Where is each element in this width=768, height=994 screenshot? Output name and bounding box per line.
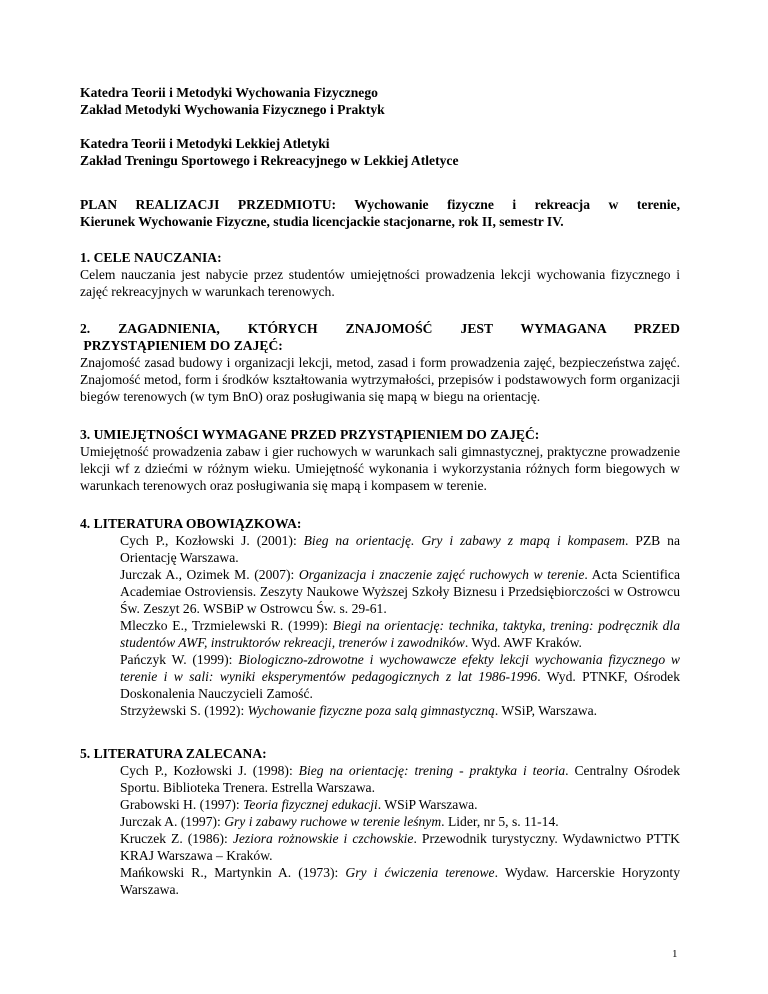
literature-item: Jurczak A. (1997): Gry i zabawy ruchowe w terenie leśnym. Lider, nr 5, s. 11-14. <box>120 814 559 829</box>
section-2-heading-line-2: PRZYSTĄPIENIEM DO ZAJĘĆ: <box>80 338 283 353</box>
literature-item: Cych P., Kozłowski J. (2001): Bieg na orientację. Gry i zabawy z mapą i kompasem. PZB na Orientację Warszawa. <box>120 533 680 565</box>
document-body <box>80 84 680 898</box>
unit-2: Zakład Treningu Sportowego i Rekreacyjnego w Lekkiej Atletyce <box>80 153 459 168</box>
section-recommended-literature <box>80 745 680 898</box>
literature-item: Pańczyk W. (1999): Biologiczno-zdrowotne i wychowawcze efekty lekcji wychowania fizycznego w terenie i w sali: wyniki eksperymentów pedagogicznych z lat 1986-1996. Wyd. PTNKF, Ośrodek Doskonalenia Nauczycieli Zamość. <box>120 652 681 701</box>
section-1-heading: 1. CELE NAUCZANIA: <box>80 250 222 265</box>
plan-title-line-2: Kierunek Wychowanie Fizyczne, studia licencjackie stacjonarne, rok II, semestr IV. <box>80 214 564 229</box>
section-required-literature <box>80 515 680 719</box>
plan-title-line-1: PLAN REALIZACJI PRZEDMIOTU: Wychowanie fizyczne i rekreacja w terenie, <box>80 197 680 212</box>
literature-item: Kruczek Z. (1986): Jeziora rożnowskie i czchowskie. Przewodnik turystyczny. Wydawnictwo PTTK KRAJ Warszawa – Kraków. <box>120 831 680 863</box>
literature-item: Strzyżewski S. (1992): Wychowanie fizyczne poza salą gimnastyczną. WSiP, Warszawa. <box>120 703 598 718</box>
section-5-heading: 5. LITERATURA ZALECANA: <box>80 746 267 761</box>
section-3-text: Umiejętność prowadzenia zabaw i gier ruchowych w warunkach sali gimnastycznej, praktyczne prowadzenie lekcji wf z dziećmi w różnym wieku. Umiejętność wykonania i wykorzystania różnych form biegowych w warunkach terenowych oraz posługiwania się mapą i kompasem w terenie. <box>80 444 680 493</box>
literature-item: Cych P., Kozłowski J. (1998): Bieg na orientację: trening - praktyka i teoria. Centralny Ośrodek Sportu. Biblioteka Trenera. Estrella Warszawa. <box>120 763 681 795</box>
section-goals <box>80 249 680 300</box>
section-1-text: Celem nauczania jest nabycie przez studentów umiejętności prowadzenia lekcji wychowania fizycznego i zajęć rekreacyjnych w warunkach terenowych. <box>80 267 680 299</box>
section-required-knowledge <box>80 320 680 405</box>
literature-item: Mleczko E., Trzmielewski R. (1999): Biegi na orientację: technika, taktyka, trening: podręcznik dla studentów AWF, instruktorów rekreacji, trenerów i zawodników. Wyd. AWF Kraków. <box>120 618 681 650</box>
section-4-heading: 4. LITERATURA OBOWIĄZKOWA: <box>80 516 302 531</box>
department-1: Katedra Teorii i Metodyki Wychowania Fizycznego <box>80 85 378 100</box>
required-literature-list <box>120 532 680 719</box>
literature-item: Mańkowski R., Martynkin A. (1973): Gry i ćwiczenia terenowe. Wydaw. Harcerskie Horyzonty Warszawa. <box>120 865 680 897</box>
section-3-heading: 3. UMIEJĘTNOŚCI WYMAGANE PRZED PRZYSTĄPIENIEM DO ZAJĘĆ: <box>80 427 540 442</box>
literature-item: Grabowski H. (1997): Teoria fizycznej edukacji. WSiP Warszawa. <box>120 797 478 812</box>
section-2-text: Znajomość zasad budowy i organizacji lekcji, metod, zasad i form prowadzenia zajęć, bezpieczeństwa zajęć. Znajomość metod, form i środków kształtowania wytrzymałości, przepisów i podstawowych form organizacji biegów terenowych (w tym BnO) oraz posługiwania się mapą w biegu na orientację. <box>80 355 680 404</box>
section-2-heading-line-1: 2. ZAGADNIENIA, KTÓRYCH ZNAJOMOŚĆ JEST WYMAGANA PRZED <box>80 321 680 336</box>
department-2: Katedra Teorii i Metodyki Lekkiej Atletyki <box>80 136 330 151</box>
section-required-skills <box>80 426 680 494</box>
page-number: 1 <box>672 948 678 960</box>
recommended-literature-list <box>120 762 680 898</box>
unit-1: Zakład Metodyki Wychowania Fizycznego i Praktyk <box>80 102 385 117</box>
literature-item: Jurczak A., Ozimek M. (2007): Organizacja i znaczenie zajęć ruchowych w terenie. Acta Scientifica Academiae Ostroviensis. Zeszyty Naukowe Wyższej Szkoły Biznesu i Przedsiębiorczości w Ostrowcu Św. Zeszyt 26. WSBiP w Ostrowcu Św. s. 29-61. <box>120 567 680 616</box>
